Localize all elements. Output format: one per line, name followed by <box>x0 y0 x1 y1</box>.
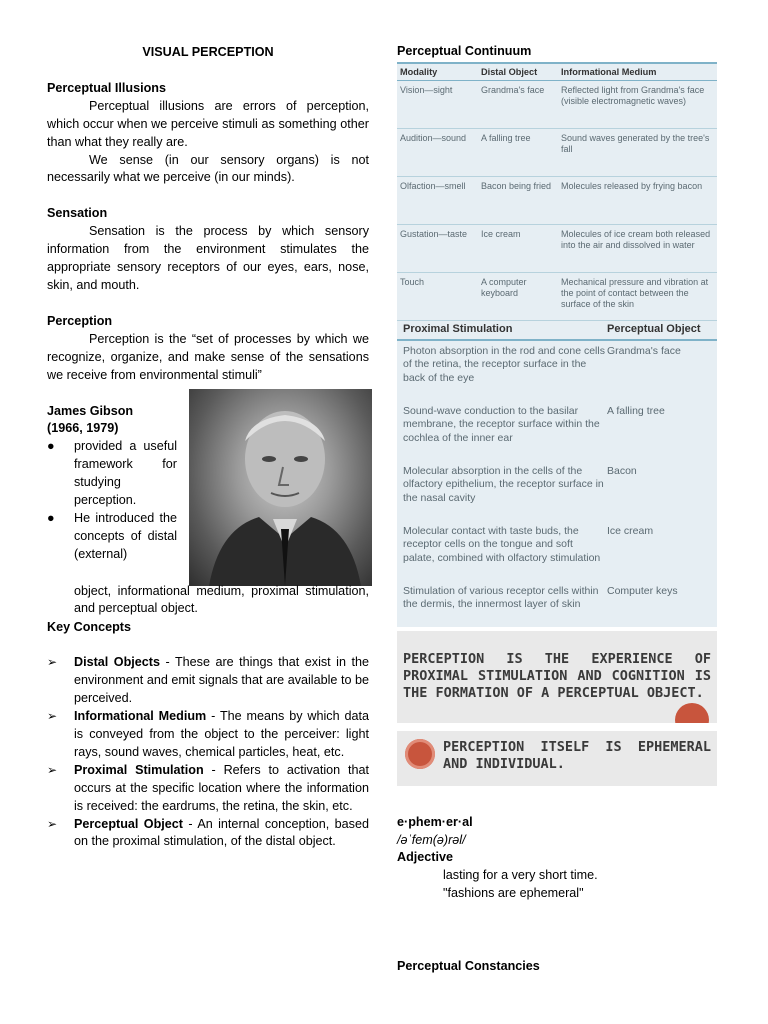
dictionary-example: "fashions are ephemeral" <box>443 886 584 901</box>
key-concept-item: ➢ Informational Medium - The means by which data is conveyed from the object to the perceiver: light rays, sound waves, chemical particles, heat, etc. <box>47 709 369 759</box>
dictionary-part-of-speech: Adjective <box>397 850 453 865</box>
proximal-table-header: Proximal Stimulation Perceptual Object <box>397 321 717 341</box>
table-row: Molecular absorption in the cells of the olfactory epithelium, the receptor surface in the nasal cavity Bacon <box>403 464 637 504</box>
arrow-bullet-icon: ➢ <box>47 709 58 724</box>
right-column <box>397 44 717 903</box>
constancies-heading: Perceptual Constancies <box>397 959 540 973</box>
key-concepts-list <box>47 654 369 851</box>
sensation-paragraph: Sensation is the process by which sensory information from the environment stimulates the appropriate sensory receptors of our eyes, ears, nose, skin, and mouth. <box>47 224 369 292</box>
gibson-section <box>47 403 369 619</box>
key-concept-item: ➢ Proximal Stimulation - Refers to activation that occurs at the specific location where the information is received: the eardrums, the retina, the skin, etc. <box>47 762 369 813</box>
illusions-paragraph-1: Perceptual illusions are errors of perception, which occur when we perceive stimuli as something other than what they really are. <box>47 98 369 149</box>
table-row: Molecular contact with taste buds, the receptor cells on the tongue and soft palate, combined with olfactory stimulation Ice cream <box>403 524 654 564</box>
perception-definition-banner: PERCEPTION IS THE EXPERIENCE OF PROXIMAL STIMULATION AND COGNITION IS THE FORMATION OF A PERCEPTUAL OBJECT. <box>397 631 717 731</box>
page-title: VISUAL PERCEPTION <box>142 45 274 59</box>
bullet-dot-icon: ● <box>47 510 55 525</box>
gibson-bullet-2: ● He introduced the concepts of distal (external) <box>47 510 177 561</box>
key-concept-item: ➢ Distal Objects - These are things that exist in the environment and emit signals that are available to be perceived. <box>47 655 369 706</box>
table-row: Sound-wave conduction to the basilar membrane, the receptor surface within the cochlea of the inner ear A falling tree <box>403 404 665 444</box>
arrow-bullet-icon: ➢ <box>47 816 58 831</box>
key-concept-item: ➢ Perceptual Object - An internal conception, based on the proximal stimulation, of the distal object. <box>47 816 369 849</box>
gibson-years: (1966, 1979) <box>47 421 119 436</box>
perception-heading: Perception <box>47 313 113 328</box>
continuum-table <box>397 62 717 321</box>
table-row: Photon absorption in the rod and cone cells of the retina, the receptor surface in the back of the eye Grandma's face <box>403 344 681 384</box>
left-column <box>47 44 369 851</box>
illusions-heading: Perceptual Illusions <box>47 80 166 95</box>
dictionary-definition: lasting for a very short time. <box>443 868 598 883</box>
illusions-paragraph-2: We sense (in our sensory organs) is not necessarily what we perceive (in our minds). <box>47 152 369 185</box>
key-concepts-heading: Key Concepts <box>47 619 131 634</box>
proximal-table <box>397 321 717 627</box>
table-row: Olfaction—smell Bacon being fried Molecules released by frying bacon <box>397 177 717 225</box>
dictionary-word: e·phem·er·al <box>397 814 473 829</box>
table-row: Touch A computer keyboard Mechanical pressure and vibration at the point of contact between the surface of the skin <box>397 273 717 321</box>
bullet-dot-icon: ● <box>47 439 55 454</box>
arrow-bullet-icon: ➢ <box>47 762 58 777</box>
ephemeral-banner: PERCEPTION ITSELF IS EPHEMERAL AND INDIVIDUAL. <box>397 731 717 786</box>
table-row: Audition—sound A falling tree Sound waves generated by the tree's fall <box>397 129 717 177</box>
table-row: Stimulation of various receptor cells within the dermis, the innermost layer of skin Computer keys <box>403 584 678 611</box>
arrow-bullet-icon: ➢ <box>47 655 58 670</box>
dictionary-entry <box>397 814 717 904</box>
perception-paragraph: Perception is the “set of processes by which we recognize, organize, and make sense of the sensations we receive from environmental stimuli” <box>47 331 369 382</box>
gibson-bullet-1: ● provided a useful framework for studying perception. <box>47 439 177 508</box>
continuum-heading: Perceptual Continuum <box>397 44 532 58</box>
dictionary-pronunciation: /əˈfem(ə)rəl/ <box>397 832 466 847</box>
red-circle-icon <box>405 739 435 769</box>
gibson-name: James Gibson <box>47 403 134 418</box>
sensation-heading: Sensation <box>47 206 108 221</box>
continuum-table-header: Modality Distal Object Informational Medium <box>397 64 717 81</box>
gibson-tail-text: object, informational medium, proximal stimulation, and perceptual object. <box>74 583 369 616</box>
portrait-image <box>189 389 372 586</box>
table-row: Gustation—taste Ice cream Molecules of ice cream both released into the air and dissolved in water <box>397 225 717 273</box>
gibson-photo <box>189 389 372 586</box>
table-row: Vision—sight Grandma's face Reflected light from Grandma's face (visible electromagnetic waves) <box>397 81 717 129</box>
